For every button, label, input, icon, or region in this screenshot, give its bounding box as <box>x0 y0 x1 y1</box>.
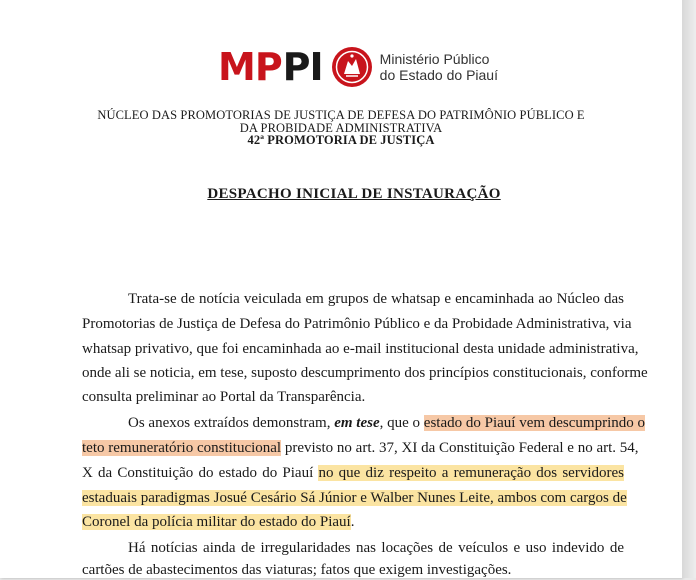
emphasis-em-tese: em tese <box>334 415 380 431</box>
logo-institution-name <box>380 51 498 83</box>
p2-line-1: Os anexos extraídos demonstram, em tese, que o estado do Piauí vem descumprindo o <box>128 415 646 431</box>
p2-line-2: teto remuneratório constitucional previsto no art. 37, XI da Constituição Federal e no art. 54, <box>82 440 639 456</box>
highlight-yellow: estaduais paradigmas Josué Cesário Sá Júnior e Walber Nunes Leite, ambos com cargos de <box>82 490 627 506</box>
p1-line-1: Trata-se de notícia veiculada em grupos de whatsap e encaminhada ao Núcleo das <box>128 291 624 307</box>
header-line-1: NÚCLEO DAS PROMOTORIAS DE JUSTIÇA DE DEFESA DO PATRIMÔNIO PÚBLICO E <box>97 108 585 122</box>
mppi-logo <box>218 44 498 90</box>
logo-line-2: do Estado do Piauí <box>379 67 498 83</box>
page-edge <box>682 0 696 578</box>
p1-line-4: onde ali se noticia, em tese, suposto descumprimento dos princípios constitucionais, conforme <box>82 365 648 381</box>
p3-line-2: cartões de abastecimentos das viaturas; fatos que exigem investigações. <box>82 562 512 578</box>
highlight-yellow: no que diz respeito a remuneração dos servidores <box>318 465 624 481</box>
p1-line-3: whatsap privativo, que foi encaminhada ao e-mail institucional desta unidade administrativa, <box>82 341 639 357</box>
p2-line-3: X da Constituição do estado do Piauí no que diz respeito a remuneração dos servidores <box>82 465 624 481</box>
header-line-2: DA PROBIDADE ADMINISTRATIVA <box>239 121 443 135</box>
p1-line-5: consulta preliminar ao Portal da Transparência. <box>82 389 366 405</box>
highlight-orange: teto remuneratório constitucional <box>82 440 282 456</box>
logo-line-1: Ministério Público <box>379 51 490 67</box>
highlight-orange: estado do Piauí vem descumprindo o <box>423 415 646 431</box>
document-title: DESPACHO INICIAL DE INSTAURAÇÃO <box>207 186 501 202</box>
logo-mp-text: MP <box>218 45 282 89</box>
mppi-seal-icon <box>331 46 373 88</box>
p1-line-2: Promotorias de Justiça de Defesa do Patrimônio Público e da Probidade Administrativa, via <box>82 316 632 332</box>
p2-line-5: Coronel da polícia militar do estado do Piauí. <box>82 514 355 530</box>
p2-line-4 <box>82 488 627 508</box>
highlight-yellow: Coronel da polícia militar do estado do Piauí <box>82 514 351 530</box>
header-line-3: 42ª PROMOTORIA DE JUSTIÇA <box>247 133 435 147</box>
p3-line-1: Há notícias ainda de irregularidades nas locações de veículos e uso indevido de <box>128 540 624 556</box>
logo-pi-text: PI <box>282 45 323 89</box>
